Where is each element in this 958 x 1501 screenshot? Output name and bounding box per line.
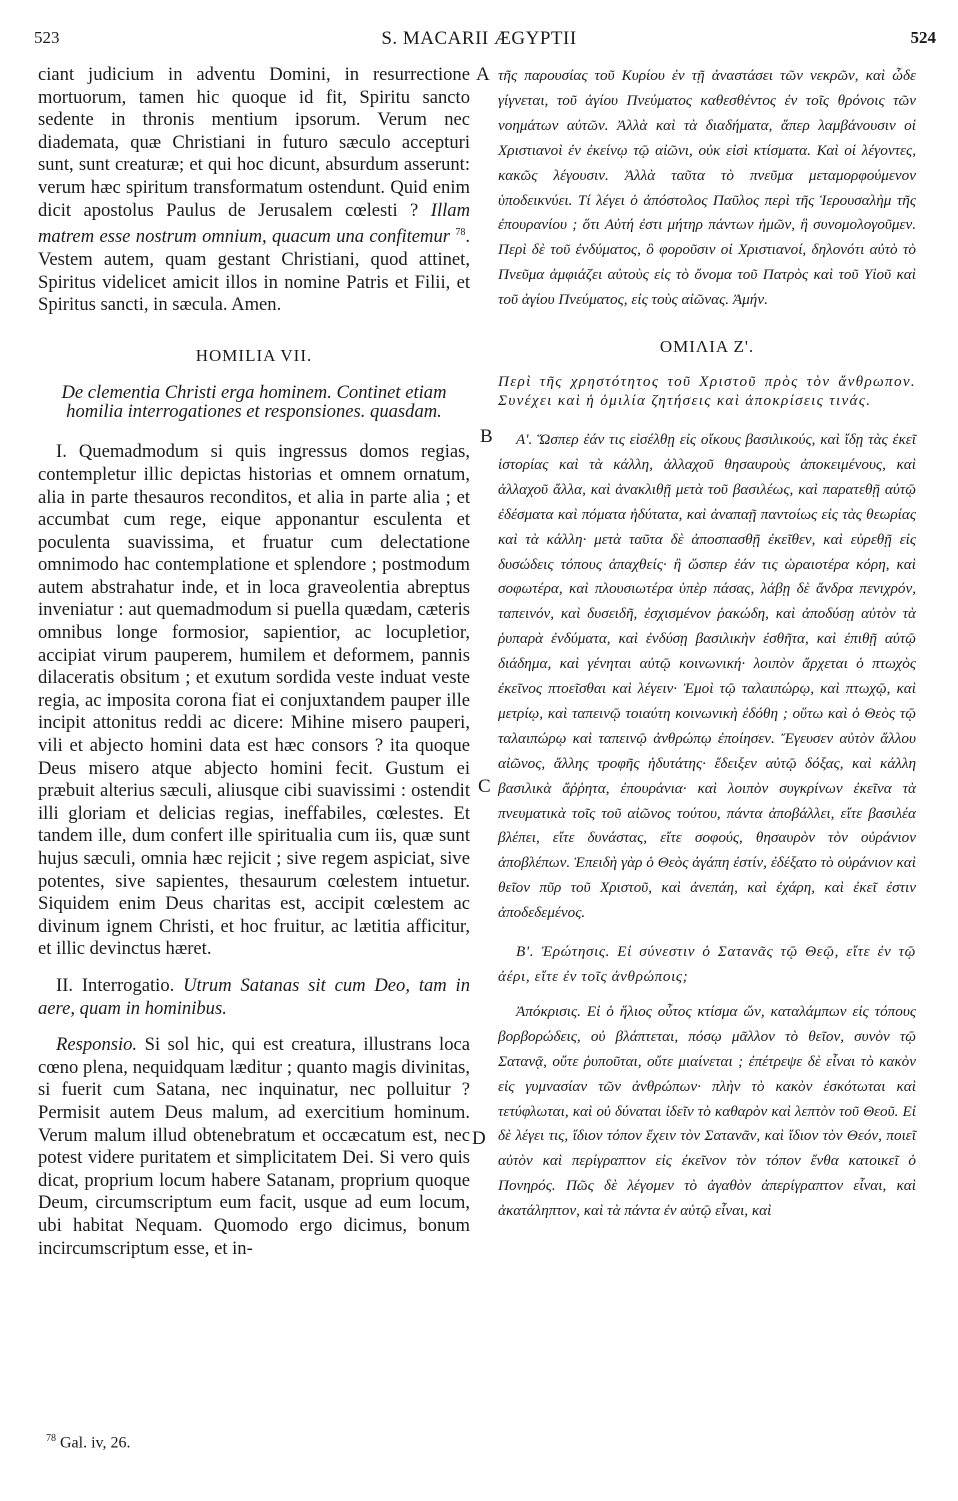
footnote xyxy=(46,1433,131,1452)
section-marker-a: A xyxy=(476,64,490,85)
latin-paragraph-2: I. Quemadmodum si quis ingressus domos regias, contempletur illic depictas historias et omnem ornatum, alia in parte thesauros reconditos, et alia in parte alia ; et accumbat cum rege, eique apponantur esculenta et poculenta suavissima, et fruatur cum delectatione omnimodo hac contemplatione et splendore ; postmodum autem abstrahatur inde, et in loca graveolentia abreptus inveniatur : aut quemadmodum si puella quædam, cæteris omnibus longe formosior, sapientior, ac locupletior, accipiat virum pauperem, humilem et deformem, pannis dilaceratis obsitum ; et exutum sordida veste induat veste regia, ac imposita corona fiat ei conjuxtandem pauper ille incipit attonitus reddi ac dicere: Mihine misero pauperi, vili et abjecto homini data est hæc consors ? ita quoque Deus misero atque abjecto homini fecit. Gustum ei præbuit alterius sæculi, aliusque cibi suavissimi : ostendit illi gloriam et delicias regias, ineffabiles, cœlestes. Et tandem ille, dum confert ille spiritualia cum iis, quæ sunt hujus sæculi, omnia hæc rejicit ; sive regem aspiciat, sive potentes, sive sapientes, thesaurum cœlestem intuetur. Siquidem enim Deus charitas est, accipit cœlestem ac divinum ignem Christi, et hoc fruitur, ac lætitia afficitur, et illic devinctus hæret. xyxy=(38,441,470,960)
greek-homily-title: ΟΜΙΛΙΑ Ζ'. xyxy=(659,337,755,357)
greek-homily-subtitle: Περὶ τῆς χρηστότητος τοῦ Χριστοῦ πρὸς τὸν ἄνθρωπον. Συνέχει καὶ ἡ ὁμιλία ζητήσεις καὶ ἀποκρίσεις τινάς. xyxy=(498,372,916,409)
section-marker-c: C xyxy=(478,776,491,797)
footnote-number: 78 xyxy=(46,1433,56,1444)
greek-paragraph-2: Α'. Ὥσπερ ἐάν τις εἰσέλθῃ εἰς οἴκους βασιλικούς, καὶ ἴδῃ τὰς ἐκεῖ ἱστορίας καὶ τὰ κάλλη, ἀλλαχοῦ θησαυροὺς ἀποκειμένους, καὶ ἀλλαχοῦ ἄλλα, καὶ ἀνακλιθῇ μετὰ τοῦ βασιλέως, καὶ παρατεθῇ αὐτῷ ἐδέσματα καὶ πόματα ἡδύτατα, καὶ ἀναπαῇ παντοίως εἰς τὰς θεωρίας καὶ τὰ κάλλη· μετὰ ταῦτα δὲ ἀποσπασθῇ ἐκεῖθεν, καὶ εὑρεθῇ εἰς δυσώδεις τόπους ἀπαχθείς· ἢ ὥσπερ ἐάν τις ὡραιοτέρα κόρη, καὶ σοφωτέρα, καὶ πλουσιωτέρα ὑπὲρ πάσας, λάβῃ δὲ ἄνδρα πενιχρόν, ταπεινόν, καὶ δυσειδῆ, ἐσχισμένον ῥακώδη, καὶ ἀποδύσῃ αὐτὸν τὰ ῥυπαρὰ ἐνδύματα, καὶ ἐνδύσῃ βασιλικὴν ἐσθῆτα, καὶ ἐπιθῇ αὐτῷ διάδημα, καὶ γένηται αὐτῷ κοινωνική· λοιπὸν ἄρχεται ὁ πτωχὸς ἐκεῖνος πτοεῖσθαι καὶ λέγειν· Ἐμοὶ τῷ ταλαιπώρῳ, καὶ πτωχῷ, καὶ μετρίῳ, καὶ ταπεινῷ τοιαύτη κοινωνικὴ ἐδόθη ; οὕτω καὶ ὁ Θεὸς τῷ ταλαιπώρῳ καὶ ταπεινῷ ἀνθρώπῳ ἐποίησεν. Ἔγευσεν αὐτὸν ἄλλου αἰῶνος, ἄλλης τροφῆς ἡδυτάτης· ἔδειξεν αὐτῷ δόξας, καὶ κάλλη βασιλικὰ ἄῤῥητα, ἐπουράνια· καὶ λοιπὸν συγκρίνων ἐκεῖνα τὰ πνευματικὰ τοῖς τοῦ αἰῶνος τούτου, πάντα ἀποβάλλει, εἴτε βασιλέα βλέπει, εἴτε δυνάστας, εἴτε σοφούς, θησαυρὸν τὸν οὐράνιον ἀποβλέπων. Ἐπειδὴ γὰρ ὁ Θεὸς ἀγάπη ἐστίν, ἐδέξατο τὸ οὐράνιον καὶ θεῖον πῦρ τοῦ Χριστοῦ, καὶ ἀνεπάη, καὶ ἐχάρη, καὶ ἐκεῖ ἐστιν ἀποδεδεμένος. xyxy=(498,430,916,922)
footnote-text: Gal. iv, 26. xyxy=(56,1434,131,1452)
latin-paragraph-1: ciant judicium in adventu Domini, in resurrectione mortuorum, tamen hic quoque id fit, Spiritu sancto sedente in thronis mentium ipsorum. Verum nec diademata, quæ Christiani in futuro sæculo accepturi sunt, sunt creaturæ; et qui hoc dicunt, absurdum asserunt: verum hæc spiritum transformatum ostendunt. Quid enim dicit apostolus Paulus de Jerusalem cœlesti ? Illam matrem esse nostrum omnium, quacum una confitemur $^{78}$. Vestem autem, quam gestant Christiani, quod attinet, Spiritus videlicet amicit illos in nomine Patris et Filii, et Spiritus sancti, in sæcula. Amen. xyxy=(38,64,470,316)
running-title: S. MACARII ÆGYPTII xyxy=(381,28,577,49)
latin-question: II. Interrogatio. Utrum Satanas sit cum Deo, tam in aere, quam in hominibus. xyxy=(38,974,470,1019)
greek-response: Ἀπόκρισις. Εἰ ὁ ἥλιος οὗτος κτίσμα ὤν, καταλάμπων εἰς τόπους βορβορώδεις, οὐ βλάπτεται, πόσῳ μᾶλλον τὸ θεῖον, συνὸν τῷ Σατανᾷ, οὔτε ῥυποῦται, οὔτε μιαίνεται ; ἐπέτρεψε δὲ εἶναι τὸ κακὸν εἰς γυμνασίαν τῶν ἀνθρώπων· πλὴν τὸ κακὸν ἐσκότωται καὶ τετύφλωται, καὶ οὐ δύναται ἰδεῖν τὸ καθαρὸν καὶ λεπτὸν τοῦ Θεοῦ. Εἰ δὲ λέγει τις, ἴδιον τόπον ἔχειν τὸν Σατανᾶν, καὶ ἴδιον τὸν Θεόν, ποιεῖ αὐτὸν καὶ περίγραπτον εἰς ἐκεῖνον τὸν τόπον ἔνθα κατοικεῖ ὁ Πονηρός. Πῶς δὲ λέγομεν τὸ ἀγαθὸν ἀπερίγραπτον εἶναι, καὶ ἀκατάληπτον, καὶ τὰ πάντα ἐν αὐτῷ εἶναι, καὶ xyxy=(498,1002,916,1220)
section-marker-b: B xyxy=(480,426,493,447)
page-header xyxy=(0,0,958,56)
scripture-quote: Illam matrem esse nostrum omnium, quacum una confitemur xyxy=(38,199,470,248)
section-marker-d: D xyxy=(472,1128,486,1149)
greek-question: Β'. Ἐρώτησις. Εἰ σύνεστιν ὁ Σατανᾶς τῷ Θεῷ, εἴτε ἐν τῷ ἀέρι, εἴτε ἐν τοῖς ἀνθρώποις; xyxy=(498,943,916,985)
latin-response: Responsio. Si sol hic, qui est creatura, illustrans loca cœno plena, nequidquam læditur ; quanto magis divinitas, si fuerit cum Satana, nec inquinatur, nec polluitur ? Permisit autem Deus malum, ad exercitium hominum. Verum malum illud obtenebratum et occæcatum est, nec potest videre puritatem et simplicitatem Dei. Si vero quis dicat, proprium locum habere Satanam, proprium quoque Deum, circumscriptum eum facit, usque ad eum locum, ubi habitat Nequam. Quomodo ergo dicimus, bonum incircumscriptum esse, et in- xyxy=(38,1034,470,1259)
latin-homily-subtitle: De clementia Christi erga hominem. Continet etiam homilia interrogationes et responsiones. quasdam. xyxy=(61,382,447,423)
latin-homily-title: HOMILIA VII. xyxy=(195,345,313,365)
latin-column xyxy=(38,64,470,1260)
left-page-number: 523 xyxy=(34,28,60,47)
right-page-number: 524 xyxy=(910,28,936,47)
footnote-ref: 78 xyxy=(455,227,466,239)
greek-paragraph-1: τῆς παρουσίας τοῦ Κυρίου ἐν τῇ ἀναστάσει τῶν νεκρῶν, καὶ ὧδε γίγνεται, τοῦ ἁγίου Πνεύματος καθεσθέντος ἐν τοῖς θρόνοις τῶν νοημάτων αὐτῶν. Ἀλλὰ καὶ τὰ διαδήματα, ἅπερ λαμβάνουσιν οἱ Χριστιανοὶ ἐν ἐκείνῳ τῷ αἰῶνι, οὐκ εἰσὶ κτίσματα. Καὶ οἱ λέγοντες, κακῶς λέγουσιν. Ἀλλὰ ταῦτα τὸ πνεῦμα μεταμορφούμενον ὑποδεικνύει. Τί λέγει ὁ ἀπόστολος Παῦλος περὶ τῆς Ἱερουσαλὴμ τῆς ἐπουρανίου ; ὅτι Αὐτή ἐστι μήτηρ πάντων ἡμῶν, ἣ συνομολογοῦμεν. Περὶ δὲ τοῦ ἐνδύματος, ὃ φοροῦσιν οἱ Χριστιανοί, δηλονότι αὐτὸ τὸ Πνεῦμα ἀμφιάζει αὐτοὺς εἰς τὸ ὄνομα τοῦ Πατρὸς καὶ τοῦ Υἱοῦ καὶ τοῦ ἁγίου Πνεύματος, εἰς τοὺς αἰῶνας. Ἀμήν. xyxy=(498,67,916,309)
greek-column xyxy=(498,64,916,1224)
